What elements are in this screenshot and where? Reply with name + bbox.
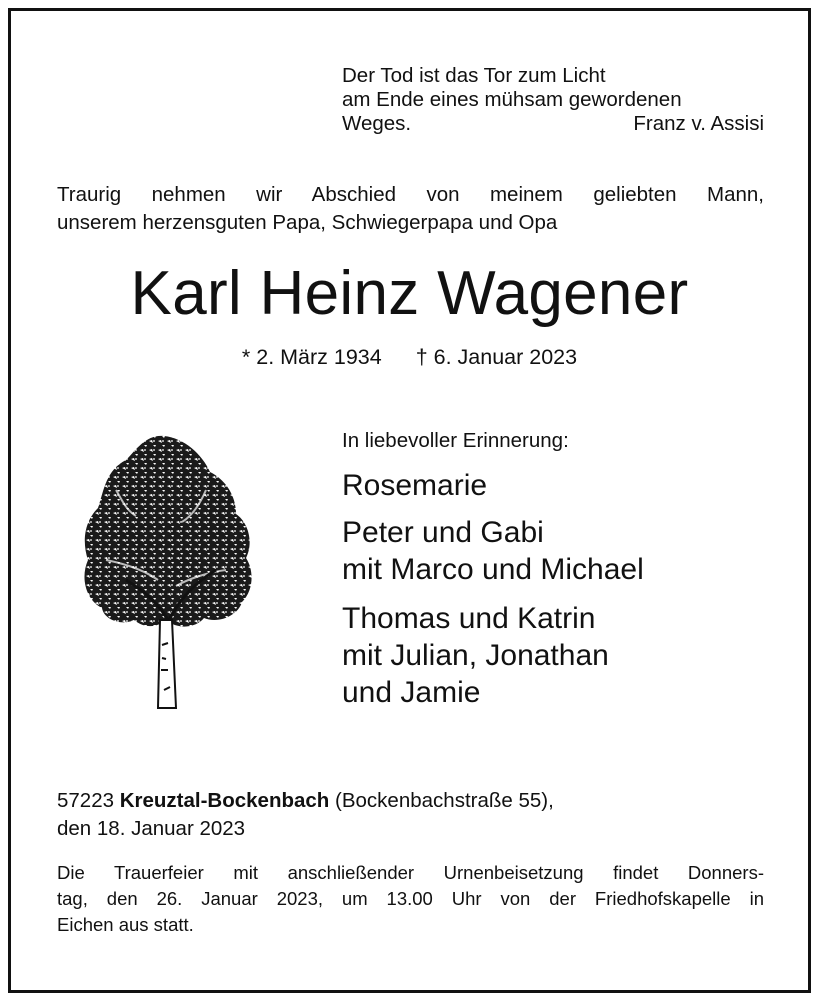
- birth-date: * 2. März 1934: [241, 345, 382, 369]
- quote-author: Franz v. Assisi: [633, 112, 764, 135]
- intro-line: Traurig nehmen wir Abschied von meinem geliebten Mann,: [57, 183, 764, 206]
- family-member: mit Julian, Jonathan: [342, 639, 609, 672]
- deceased-name: Karl Heinz Wagener: [130, 259, 689, 328]
- intro-line: unserem herzensguten Papa, Schwiegerpapa und Opa: [57, 211, 558, 234]
- address-date: den 18. Januar 2023: [57, 817, 246, 840]
- address-block: [57, 787, 554, 843]
- intro-text: [57, 181, 764, 237]
- family-member: und Jamie: [342, 676, 481, 709]
- funeral-notice: [57, 860, 764, 938]
- quote-line: Der Tod ist das Tor zum Licht: [342, 64, 606, 87]
- notice-line: tag, den 26. Januar 2023, um 13.00 Uhr von der Friedhofskapelle in: [57, 888, 764, 909]
- remembrance-heading: In liebevoller Erinnerung:: [342, 429, 569, 452]
- address-line: [57, 787, 554, 815]
- death-date: † 6. Januar 2023: [415, 345, 578, 369]
- notice-line: Die Trauerfeier mit anschließender Urnenbeisetzung findet Donners-: [57, 862, 764, 883]
- family-member: mit Marco und Michael: [342, 553, 644, 586]
- tree-icon: [76, 430, 256, 715]
- family-member: Rosemarie: [342, 469, 488, 502]
- family-group: [342, 467, 487, 504]
- quote-line: am Ende eines mühsam gewordenen: [342, 88, 682, 111]
- family-group: [342, 600, 609, 711]
- family-member: Thomas und Katrin: [342, 602, 596, 635]
- town: Kreuztal-Bockenbach: [119, 789, 330, 812]
- life-dates: [0, 343, 819, 371]
- quote-block: [342, 64, 764, 136]
- quote-last-line: [342, 112, 764, 136]
- notice-line: Eichen aus statt.: [57, 914, 194, 935]
- street: (Bockenbachstraße 55),: [335, 789, 554, 812]
- quote-line: Weges.: [342, 112, 412, 135]
- postcode: 57223: [57, 789, 115, 812]
- family-group: [342, 514, 644, 588]
- family-member: Peter und Gabi: [342, 516, 544, 549]
